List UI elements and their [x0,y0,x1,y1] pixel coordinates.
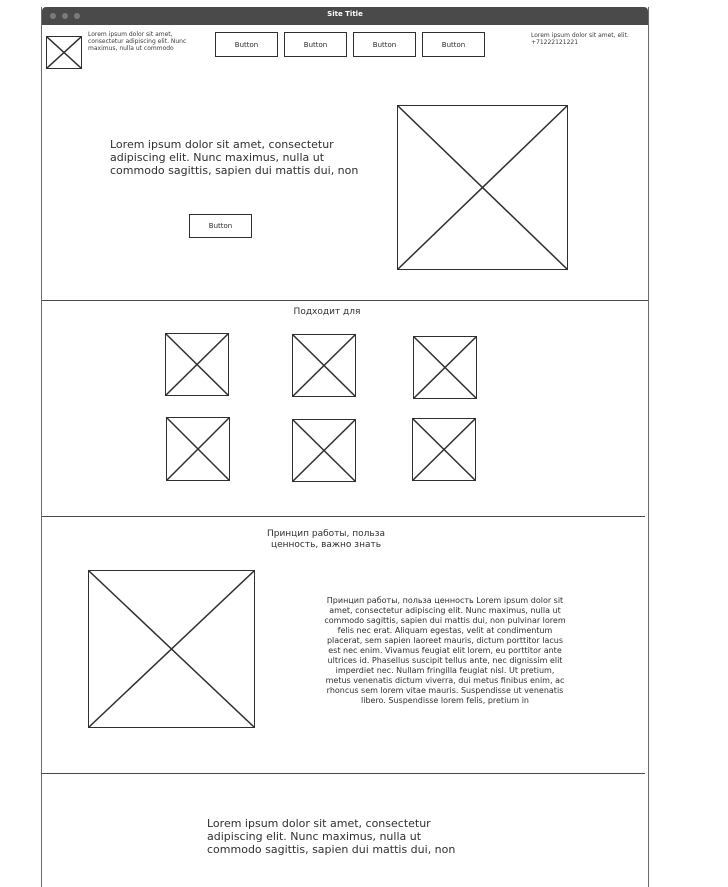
hero-text: Lorem ipsum dolor sit amet, consectetur adipiscing elit. Nunc maximus, nulla ut commodo sagittis, sapien dui mattis dui, non [110,138,359,177]
window-title: Site Title [327,10,363,18]
image-placeholder-icon [413,419,475,480]
footer-text: Lorem ipsum dolor sit amet, consectetur adipiscing elit. Nunc maximus, nulla ut commodo sagittis, sapien dui mattis dui, non [207,817,456,856]
suitable-for-image-5 [292,419,356,482]
image-placeholder-icon [414,337,476,398]
browser-window [41,7,649,887]
principles-body-text: Принцип работы, польза ценность Lorem ipsum dolor sit amet, consectetur adipiscing elit. Nunc maximus, nulla ut commodo sagittis, sapien dui mattis dui, non pulvinar lorem felis nec erat. Aliquam egestas, velit at condimentum placerat, sem sapien laoreet mauris, dictum porttitor lacus est nec enim. Vivamus feugiat elit lorem, eu porttitor ante ultrices id. Phasellus suscipit tellus ante, nec dignissim elit imperdiet nec. Nullam fringilla feugiat nisl. Ut pretium, metus venenatis dictum viverra, dui metus finibus enim, ac rhoncus sem lorem vitae mauris. Suspendisse ut venenatis libero. Suspendisse lorem felis, pretium in [324,596,566,705]
header-contact-text: Lorem ipsum dolor sit amet, elit. +71222121221 [531,32,629,46]
window-titlebar [42,7,648,25]
logo-image-placeholder [46,36,82,69]
suitable-for-image-1 [165,333,229,396]
image-placeholder-icon [398,106,567,269]
hero-section [42,26,648,301]
suitable-for-image-6 [412,418,476,481]
image-placeholder-icon [293,335,355,396]
nav-button-4[interactable]: Button [422,32,485,57]
suitable-for-image-3 [413,336,477,399]
principles-image-placeholder [88,570,255,728]
hero-image-placeholder [397,105,568,270]
hero-button[interactable]: Button [189,214,252,238]
suitable-for-image-2 [292,334,356,397]
nav-button-2[interactable]: Button [284,32,347,57]
image-placeholder-icon [293,420,355,481]
image-placeholder-icon [89,571,254,727]
section-divider [42,773,645,774]
image-placeholder-icon [47,37,81,68]
section-divider [42,516,645,517]
header-tagline: Lorem ipsum dolor sit amet, consectetur adipiscing elit. Nunc maximus, nulla ut commodo [88,31,187,52]
image-placeholder-icon [166,334,228,395]
nav-button-1[interactable]: Button [215,32,278,57]
principles-title: Принцип работы, польза ценность, важно знать [266,529,386,550]
suitable-for-title: Подходит для [293,307,361,317]
image-placeholder-icon [167,418,229,480]
nav-button-3[interactable]: Button [353,32,416,57]
suitable-for-image-4 [166,417,230,481]
